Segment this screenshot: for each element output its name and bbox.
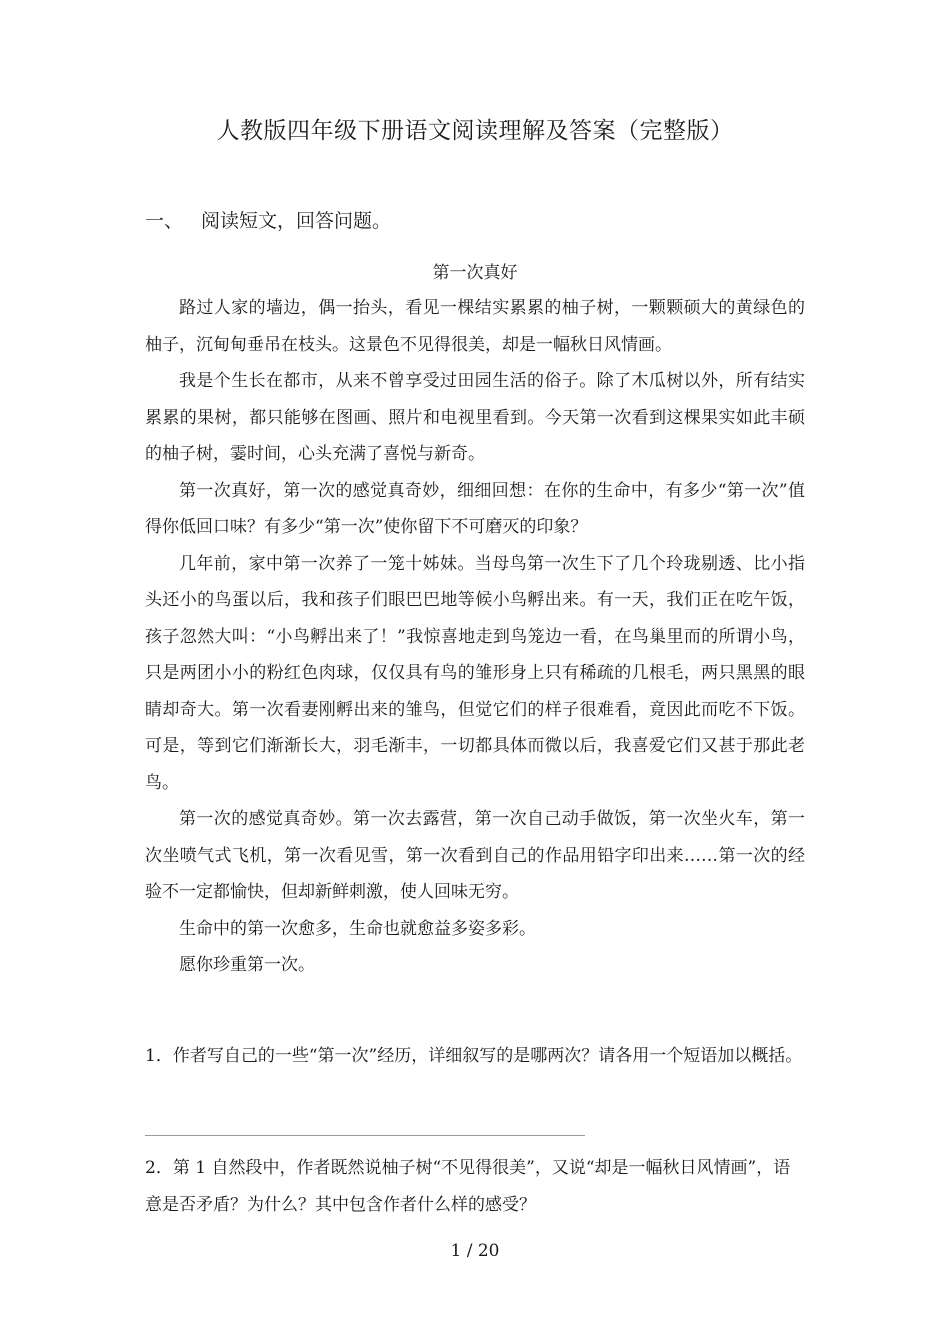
paragraph: 路过人家的墙边，偶一抬头，看见一棵结实累累的柚子树，一颗颗硕大的黄绿色的柚子，沉甸甸垂吊在枝头。这景色不见得很美，却是一幅秋日风情画。 (145, 298, 805, 355)
passage-title: 第一次真好 (432, 263, 518, 283)
section-number: 一、 (145, 210, 184, 232)
question-text: 2．第 1 自然段中，作者既然说柚子树“不见得很美”，又说“却是一幅秋日风情画”，语意是否矛盾？为什么？其中包含作者什么样的感受？ (145, 1158, 791, 1215)
question-text: 1．作者写自己的一些“第一次”经历，详细叙写的是哪两次？请各用一个短语加以概括。 (145, 1046, 803, 1066)
page-number: 1 / 20 (450, 1241, 500, 1261)
paragraph: 第一次的感觉真奇妙。第一次去露营，第一次自己动手做饭，第一次坐火车，第一次坐喷气式飞机，第一次看见雪，第一次看到自己的作品用铅字印出来……第一次的经验不一定都愉快，但却新鲜刺激，使人回味无穷。 (145, 809, 805, 902)
paragraph: 愿你珍重第一次。 (179, 955, 315, 975)
paragraph: 我是个生长在都市，从来不曾享受过田园生活的俗子。除了木瓜树以外，所有结实累累的果树，都只能够在图画、照片和电视里看到。今天第一次看到这棵果实如此丰硕的柚子树，霎时间，心头充满了喜悦与新奇。 (145, 371, 805, 464)
section-instruction: 阅读短文，回答问题。 (201, 210, 392, 232)
answer-line (145, 1135, 585, 1136)
document-title: 人教版四年级下册语文阅读理解及答案（完整版） (216, 118, 734, 144)
question-2 (145, 1150, 805, 1223)
question-1 (145, 1038, 805, 1075)
paragraph: 第一次真好，第一次的感觉真奇妙，细细回想：在你的生命中，有多少“第一次”值得你低回口味？有多少“第一次”使你留下不可磨灭的印象？ (145, 480, 805, 537)
section-heading (145, 206, 391, 233)
paragraph: 几年前，家中第一次养了一笼十姊妹。当母鸟第一次生下了几个玲珑剔透、比小指头还小的鸟蛋以后，我和孩子们眼巴巴地等候小鸟孵出来。有一天，我们正在吃午饭，孩子忽然大叫：“小鸟孵出来了！”我惊喜地走到鸟笼边一看，在鸟巢里而的所谓小鸟，只是两团小小的粉红色肉球，仅仅具有鸟的雏形身上只有稀疏的几根毛，两只黑黑的眼睛却奇大。第一次看妻刚孵出来的雏鸟，但觉它们的样子很难看，竟因此而吃不下饭。可是，等到它们渐渐长大，羽毛渐丰，一切都具体而微以后，我喜爱它们又甚于那此老鸟。 (145, 553, 805, 793)
paragraph: 生命中的第一次愈多，生命也就愈益多姿多彩。 (179, 918, 536, 939)
passage-body (145, 290, 805, 984)
